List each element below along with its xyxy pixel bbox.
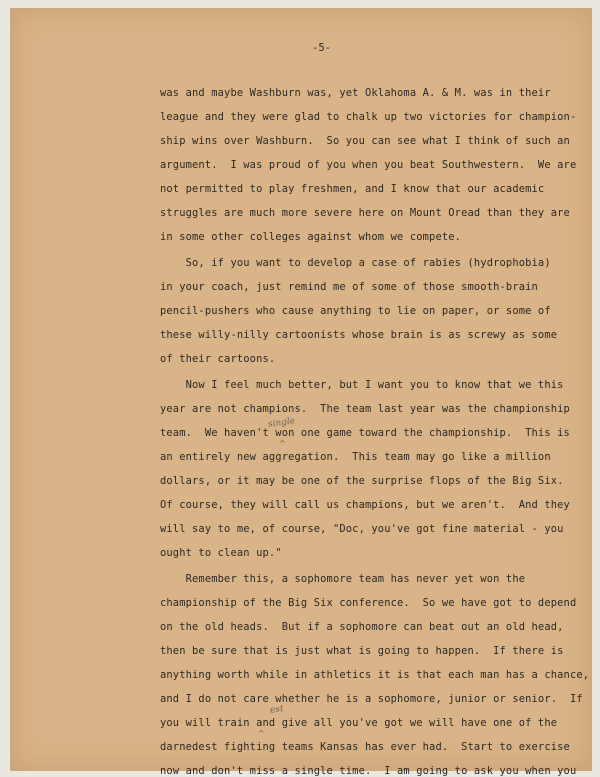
text-line: Now I feel much better, but I want you to know that we this bbox=[160, 379, 564, 391]
text-line: championship of the Big Six conference. So we have got to depend bbox=[160, 597, 577, 609]
text-line: Of course, they will call us champions, but we aren't. And they bbox=[160, 499, 570, 511]
text-line: these willy-nilly cartoonists whose brain is as screwy as some bbox=[160, 329, 558, 341]
text-line: ship wins over Washburn. So you can see what I think of such an bbox=[160, 135, 570, 147]
text-line: Remember this, a sophomore team has never yet won the bbox=[160, 573, 526, 585]
text-line: So, if you want to develop a case of rabies (hydrophobia) bbox=[160, 257, 551, 269]
insertion-caret: ^ bbox=[279, 439, 286, 448]
text-line: you will train and give all you've got we will have one of the bbox=[160, 717, 558, 729]
text-line: ought to clean up." bbox=[160, 547, 282, 559]
page-number: -5- bbox=[312, 42, 331, 54]
text-line: will say to me, of course, "Doc, you've got fine material - you bbox=[160, 523, 564, 535]
text-line: team. We haven't won one game toward the championship. This is bbox=[160, 427, 570, 439]
text-line: was and maybe Washburn was, yet Oklahoma A. & M. was in their bbox=[160, 87, 551, 99]
text-line: struggles are much more severe here on Mount Oread than they are bbox=[160, 207, 570, 219]
text-line: of their cartoons. bbox=[160, 353, 276, 365]
text-line: and I do not care whether he is a sophomore, junior or senior. If bbox=[160, 693, 583, 705]
text-line: anything worth while in athletics it is that each man has a chance, bbox=[160, 669, 590, 681]
text-line: then be sure that is just what is going to happen. If there is bbox=[160, 645, 564, 657]
insertion-caret: ^ bbox=[258, 729, 265, 738]
text-line: not permitted to play freshmen, and I know that our academic bbox=[160, 183, 545, 195]
text-line: on the old heads. But if a sophomore can beat out an old head, bbox=[160, 621, 564, 633]
text-line: year are not champions. The team last year was the championship bbox=[160, 403, 570, 415]
text-line: league and they were glad to chalk up two victories for champion- bbox=[160, 111, 577, 123]
text-line: now and don't miss a single time. I am going to ask you when you bbox=[160, 765, 577, 777]
text-line: an entirely new aggregation. This team may go like a million bbox=[160, 451, 551, 463]
text-line: darnedest fighting teams Kansas has ever had. Start to exercise bbox=[160, 741, 570, 753]
text-line: in some other colleges against whom we compete. bbox=[160, 231, 462, 243]
handwritten-insertion: est bbox=[269, 704, 285, 716]
handwritten-insertion: single bbox=[267, 416, 296, 430]
text-line: in your coach, just remind me of some of those smooth-brain bbox=[160, 281, 538, 293]
text-line: dollars, or it may be one of the surprise flops of the Big Six. bbox=[160, 475, 564, 487]
text-line: argument. I was proud of you when you beat Southwestern. We are bbox=[160, 159, 577, 171]
text-line: pencil-pushers who cause anything to lie on paper, or some of bbox=[160, 305, 551, 317]
